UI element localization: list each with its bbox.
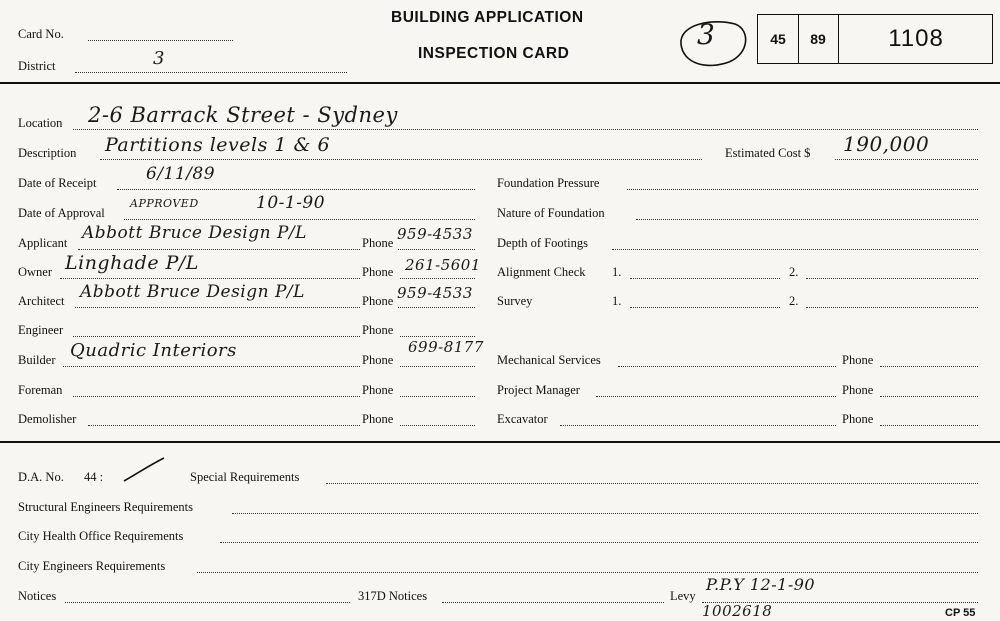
builder-phone-label: Phone xyxy=(362,353,394,367)
header-rule xyxy=(0,82,1000,84)
applicant-phone-label: Phone xyxy=(362,236,394,250)
project-manager-phone-label: Phone xyxy=(842,383,874,397)
engineer-phone-label: Phone xyxy=(362,323,394,337)
city-eng-label: City Engineers Requirements xyxy=(18,559,166,573)
alignment-field-2 xyxy=(806,278,978,279)
foreman-phone-label: Phone xyxy=(362,383,394,397)
district-value: 3 xyxy=(153,48,165,69)
architect-label: Architect xyxy=(18,294,65,308)
excavator-field xyxy=(560,425,836,426)
health-field xyxy=(220,542,978,543)
depth-footings-label: Depth of Footings xyxy=(497,236,588,250)
owner-value: Linghade P/L xyxy=(65,252,199,274)
applicant-label: Applicant xyxy=(18,236,68,250)
foreman-label: Foreman xyxy=(18,383,63,397)
demolisher-field xyxy=(88,425,360,426)
foreman-field xyxy=(73,396,360,397)
architect-phone-field xyxy=(398,307,475,308)
card-number-a: 45 xyxy=(758,15,799,63)
da-no-label: D.A. No. xyxy=(18,470,64,484)
survey-label: Survey xyxy=(497,294,533,308)
city-eng-field xyxy=(197,572,978,573)
excavator-label: Excavator xyxy=(497,412,548,426)
applicant-field xyxy=(78,249,360,250)
survey-item-2: 2. xyxy=(789,294,799,308)
alignment-check-label: Alignment Check xyxy=(497,265,586,279)
card-title-line1: BUILDING APPLICATION xyxy=(391,9,584,26)
survey-field-1 xyxy=(630,307,780,308)
demolisher-label: Demolisher xyxy=(18,412,77,426)
applicant-value: Abbott Bruce Design P/L xyxy=(82,223,307,243)
card-number-c: 1108 xyxy=(888,25,944,52)
card-no-field xyxy=(88,40,233,41)
health-label: City Health Office Requirements xyxy=(18,529,184,543)
date-approval-label: Date of Approval xyxy=(18,206,105,220)
applicant-phone-field xyxy=(398,249,475,250)
mechanical-field xyxy=(618,366,836,367)
architect-field xyxy=(75,307,360,308)
mechanical-phone-label: Phone xyxy=(842,353,874,367)
owner-phone-label: Phone xyxy=(362,265,394,279)
estimated-cost-value: 190,000 xyxy=(843,132,930,156)
special-req-label: Special Requirements xyxy=(190,470,300,484)
depth-footings-field xyxy=(612,249,978,250)
form-code: CP 55 xyxy=(945,607,976,619)
owner-phone-field xyxy=(400,278,475,279)
builder-label: Builder xyxy=(18,353,56,367)
special-req-field xyxy=(326,483,978,484)
builder-phone-value: 699-8177 xyxy=(408,338,484,356)
date-receipt-label: Date of Receipt xyxy=(18,176,97,190)
date-approval-stamp: APPROVED xyxy=(130,197,199,210)
levy-label: Levy xyxy=(670,589,696,603)
architect-phone-label: Phone xyxy=(362,294,394,308)
alignment-field-1 xyxy=(630,278,780,279)
applicant-phone-value: 959-4533 xyxy=(397,225,473,243)
project-manager-phone-field xyxy=(880,396,978,397)
da-no-value: 44 : xyxy=(84,470,104,484)
architect-value: Abbott Bruce Design P/L xyxy=(80,282,305,302)
date-receipt-field xyxy=(117,189,475,190)
alignment-item-2: 2. xyxy=(789,265,799,279)
location-value: 2-6 Barrack Street - Sydney xyxy=(88,103,398,127)
bottom-handwritten-number: 1002618 xyxy=(702,602,773,620)
excavator-phone-field xyxy=(880,425,978,426)
card-number-b: 89 xyxy=(798,15,839,63)
description-label: Description xyxy=(18,146,77,160)
notices-field xyxy=(65,602,350,603)
foreman-phone-field xyxy=(400,396,475,397)
demolisher-phone-label: Phone xyxy=(362,412,394,426)
district-label: District xyxy=(18,59,56,73)
builder-field xyxy=(63,366,360,367)
structural-field xyxy=(232,513,978,514)
nature-foundation-field xyxy=(636,219,978,220)
estimated-cost-field xyxy=(835,159,978,160)
estimated-cost-label: Estimated Cost $ xyxy=(725,146,811,160)
engineer-phone-field xyxy=(400,336,475,337)
engineer-label: Engineer xyxy=(18,323,64,337)
alignment-item-1: 1. xyxy=(612,265,622,279)
owner-phone-value: 261-5601 xyxy=(405,256,481,274)
foundation-pressure-label: Foundation Pressure xyxy=(497,176,600,190)
survey-field-2 xyxy=(806,307,978,308)
date-receipt-value: 6/11/89 xyxy=(146,164,216,184)
engineer-field xyxy=(73,336,360,337)
owner-field xyxy=(60,278,360,279)
card-number-box xyxy=(757,14,993,64)
builder-phone-field xyxy=(400,366,475,367)
circled-number: 3 xyxy=(697,18,716,51)
card-no-label: Card No. xyxy=(18,27,64,41)
notices-317d-label: 317D Notices xyxy=(358,589,428,603)
da-no-slash-mark xyxy=(120,455,170,485)
date-approval-value: 10-1-90 xyxy=(256,193,326,213)
architect-phone-value: 959-4533 xyxy=(397,284,473,302)
structural-label: Structural Engineers Requirements xyxy=(18,500,193,514)
mechanical-label: Mechanical Services xyxy=(497,353,601,367)
survey-item-1: 1. xyxy=(612,294,622,308)
excavator-phone-label: Phone xyxy=(842,412,874,426)
notices-label: Notices xyxy=(18,589,57,603)
date-approval-field xyxy=(124,219,475,220)
nature-foundation-label: Nature of Foundation xyxy=(497,206,605,220)
notices-317d-field xyxy=(442,602,664,603)
project-manager-field xyxy=(596,396,836,397)
owner-label: Owner xyxy=(18,265,53,279)
description-value: Partitions levels 1 & 6 xyxy=(105,134,331,156)
middle-rule xyxy=(0,441,1000,443)
location-label: Location xyxy=(18,116,63,130)
card-title-line2: INSPECTION CARD xyxy=(418,45,570,62)
description-field xyxy=(100,159,702,160)
builder-value: Quadric Interiors xyxy=(70,340,237,361)
levy-value: P.P.Y 12-1-90 xyxy=(706,575,816,594)
location-field xyxy=(73,129,978,130)
district-field xyxy=(75,72,347,73)
demolisher-phone-field xyxy=(400,425,475,426)
project-manager-label: Project Manager xyxy=(497,383,580,397)
foundation-pressure-field xyxy=(627,189,978,190)
mechanical-phone-field xyxy=(880,366,978,367)
